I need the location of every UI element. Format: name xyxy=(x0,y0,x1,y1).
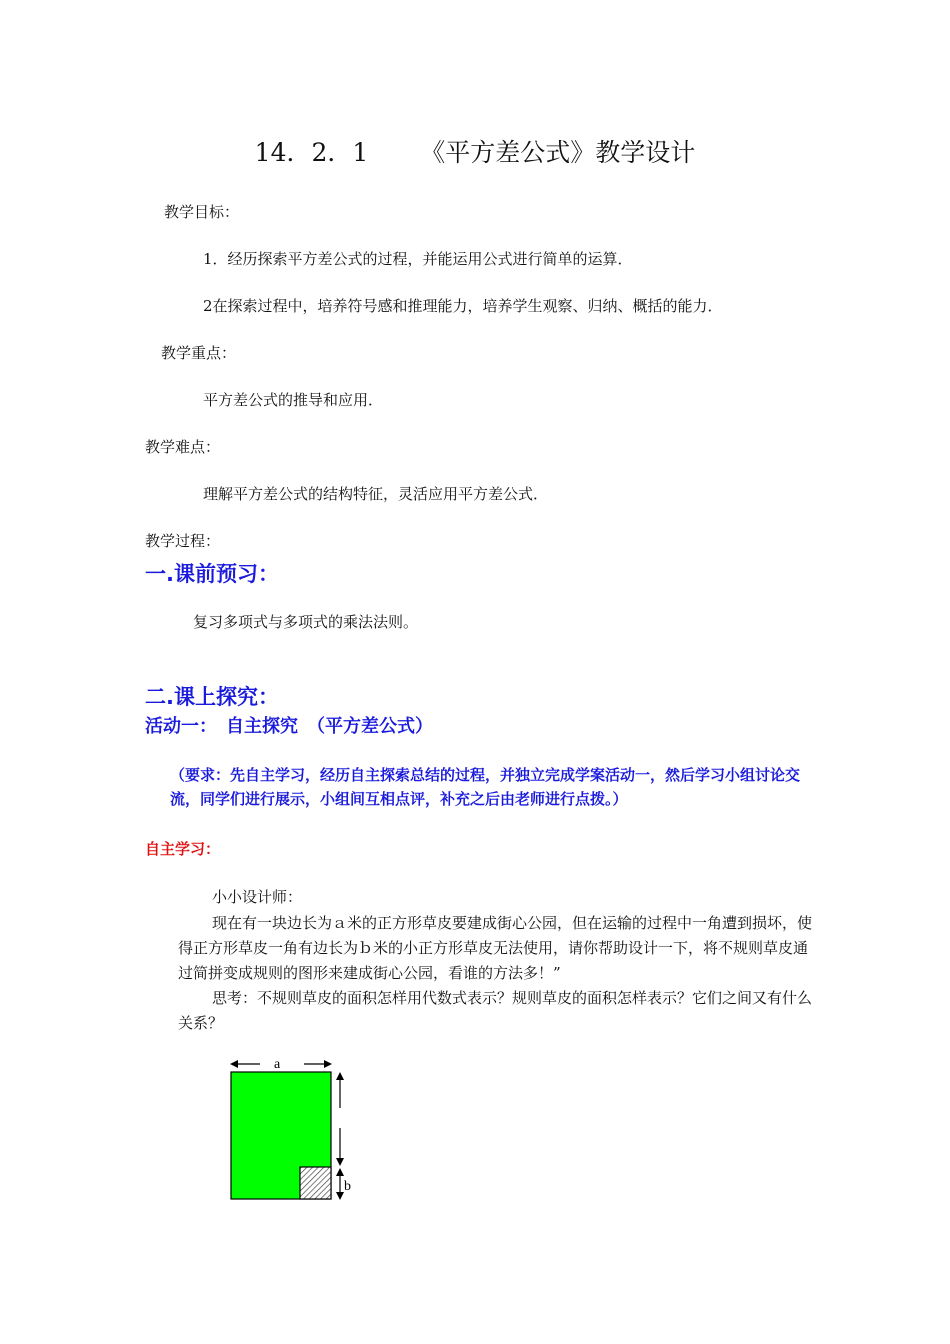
activity-heading: 活动一： 自主探究 （平方差公式） xyxy=(145,716,433,737)
lawn-figure xyxy=(220,1050,370,1210)
arrow-side-up xyxy=(336,1072,344,1108)
requirement-text: （要求：先自主学习，经历自主探索总结的过程，并独立完成学案活动一，然后学习小组讨论交流，同学们进行展示，小组间互相点评，补充之后由老师进行点拨。） xyxy=(170,766,801,808)
arrow-a-right xyxy=(304,1060,332,1068)
section1-text: 复习多项式与多项式的乘法法则。 xyxy=(193,613,419,631)
label-b: b xyxy=(344,1179,351,1194)
objective-1: 1．经历探索平方差公式的过程，并能运用公式进行简单的运算． xyxy=(203,250,633,268)
page-title xyxy=(0,133,950,169)
process-label: 教学过程： xyxy=(145,532,221,550)
arrow-b xyxy=(336,1168,344,1200)
arrow-a-left xyxy=(230,1060,260,1068)
damaged-corner xyxy=(300,1167,331,1199)
objectives-label: 教学目标： xyxy=(164,203,240,221)
arrow-side-down xyxy=(336,1128,344,1166)
difficulty-text: 理解平方差公式的结构特征，灵活应用平方差公式． xyxy=(203,485,549,503)
section2-heading: 二.课上探究： xyxy=(145,685,279,709)
think-paragraph: 思考：不规则草皮的面积怎样用代数式表示？规则草皮的面积怎样表示？它们之间又有什么关系？ xyxy=(178,989,813,1032)
title-text: 《平方差公式》教学设计 xyxy=(420,138,696,167)
key-point-label: 教学重点： xyxy=(161,344,237,362)
difficulty-label: 教学难点： xyxy=(145,438,221,456)
section1-heading: 一.课前预习： xyxy=(145,562,279,586)
key-point-text: 平方差公式的推导和应用． xyxy=(203,391,384,409)
self-study-label: 自主学习： xyxy=(145,840,221,858)
story-paragraph: 现在有一块边长为ａ米的正方形草皮要建成街心公园，但在运输的过程中一角遭到损坏，使得正方形草皮一角有边长为ｂ米的小正方形草皮无法使用，请你帮助设计一下，将不规则草皮通过简拼变成规则的图形来建成街心公园，看谁的方法多！” xyxy=(178,914,813,982)
title-number: 14．2．1 xyxy=(254,138,369,167)
objective-2: 2在探索过程中，培养符号感和推理能力，培养学生观察、归纳、概括的能力． xyxy=(203,297,723,315)
label-a: a xyxy=(274,1057,281,1072)
designer-label: 小小设计师： xyxy=(212,888,303,906)
